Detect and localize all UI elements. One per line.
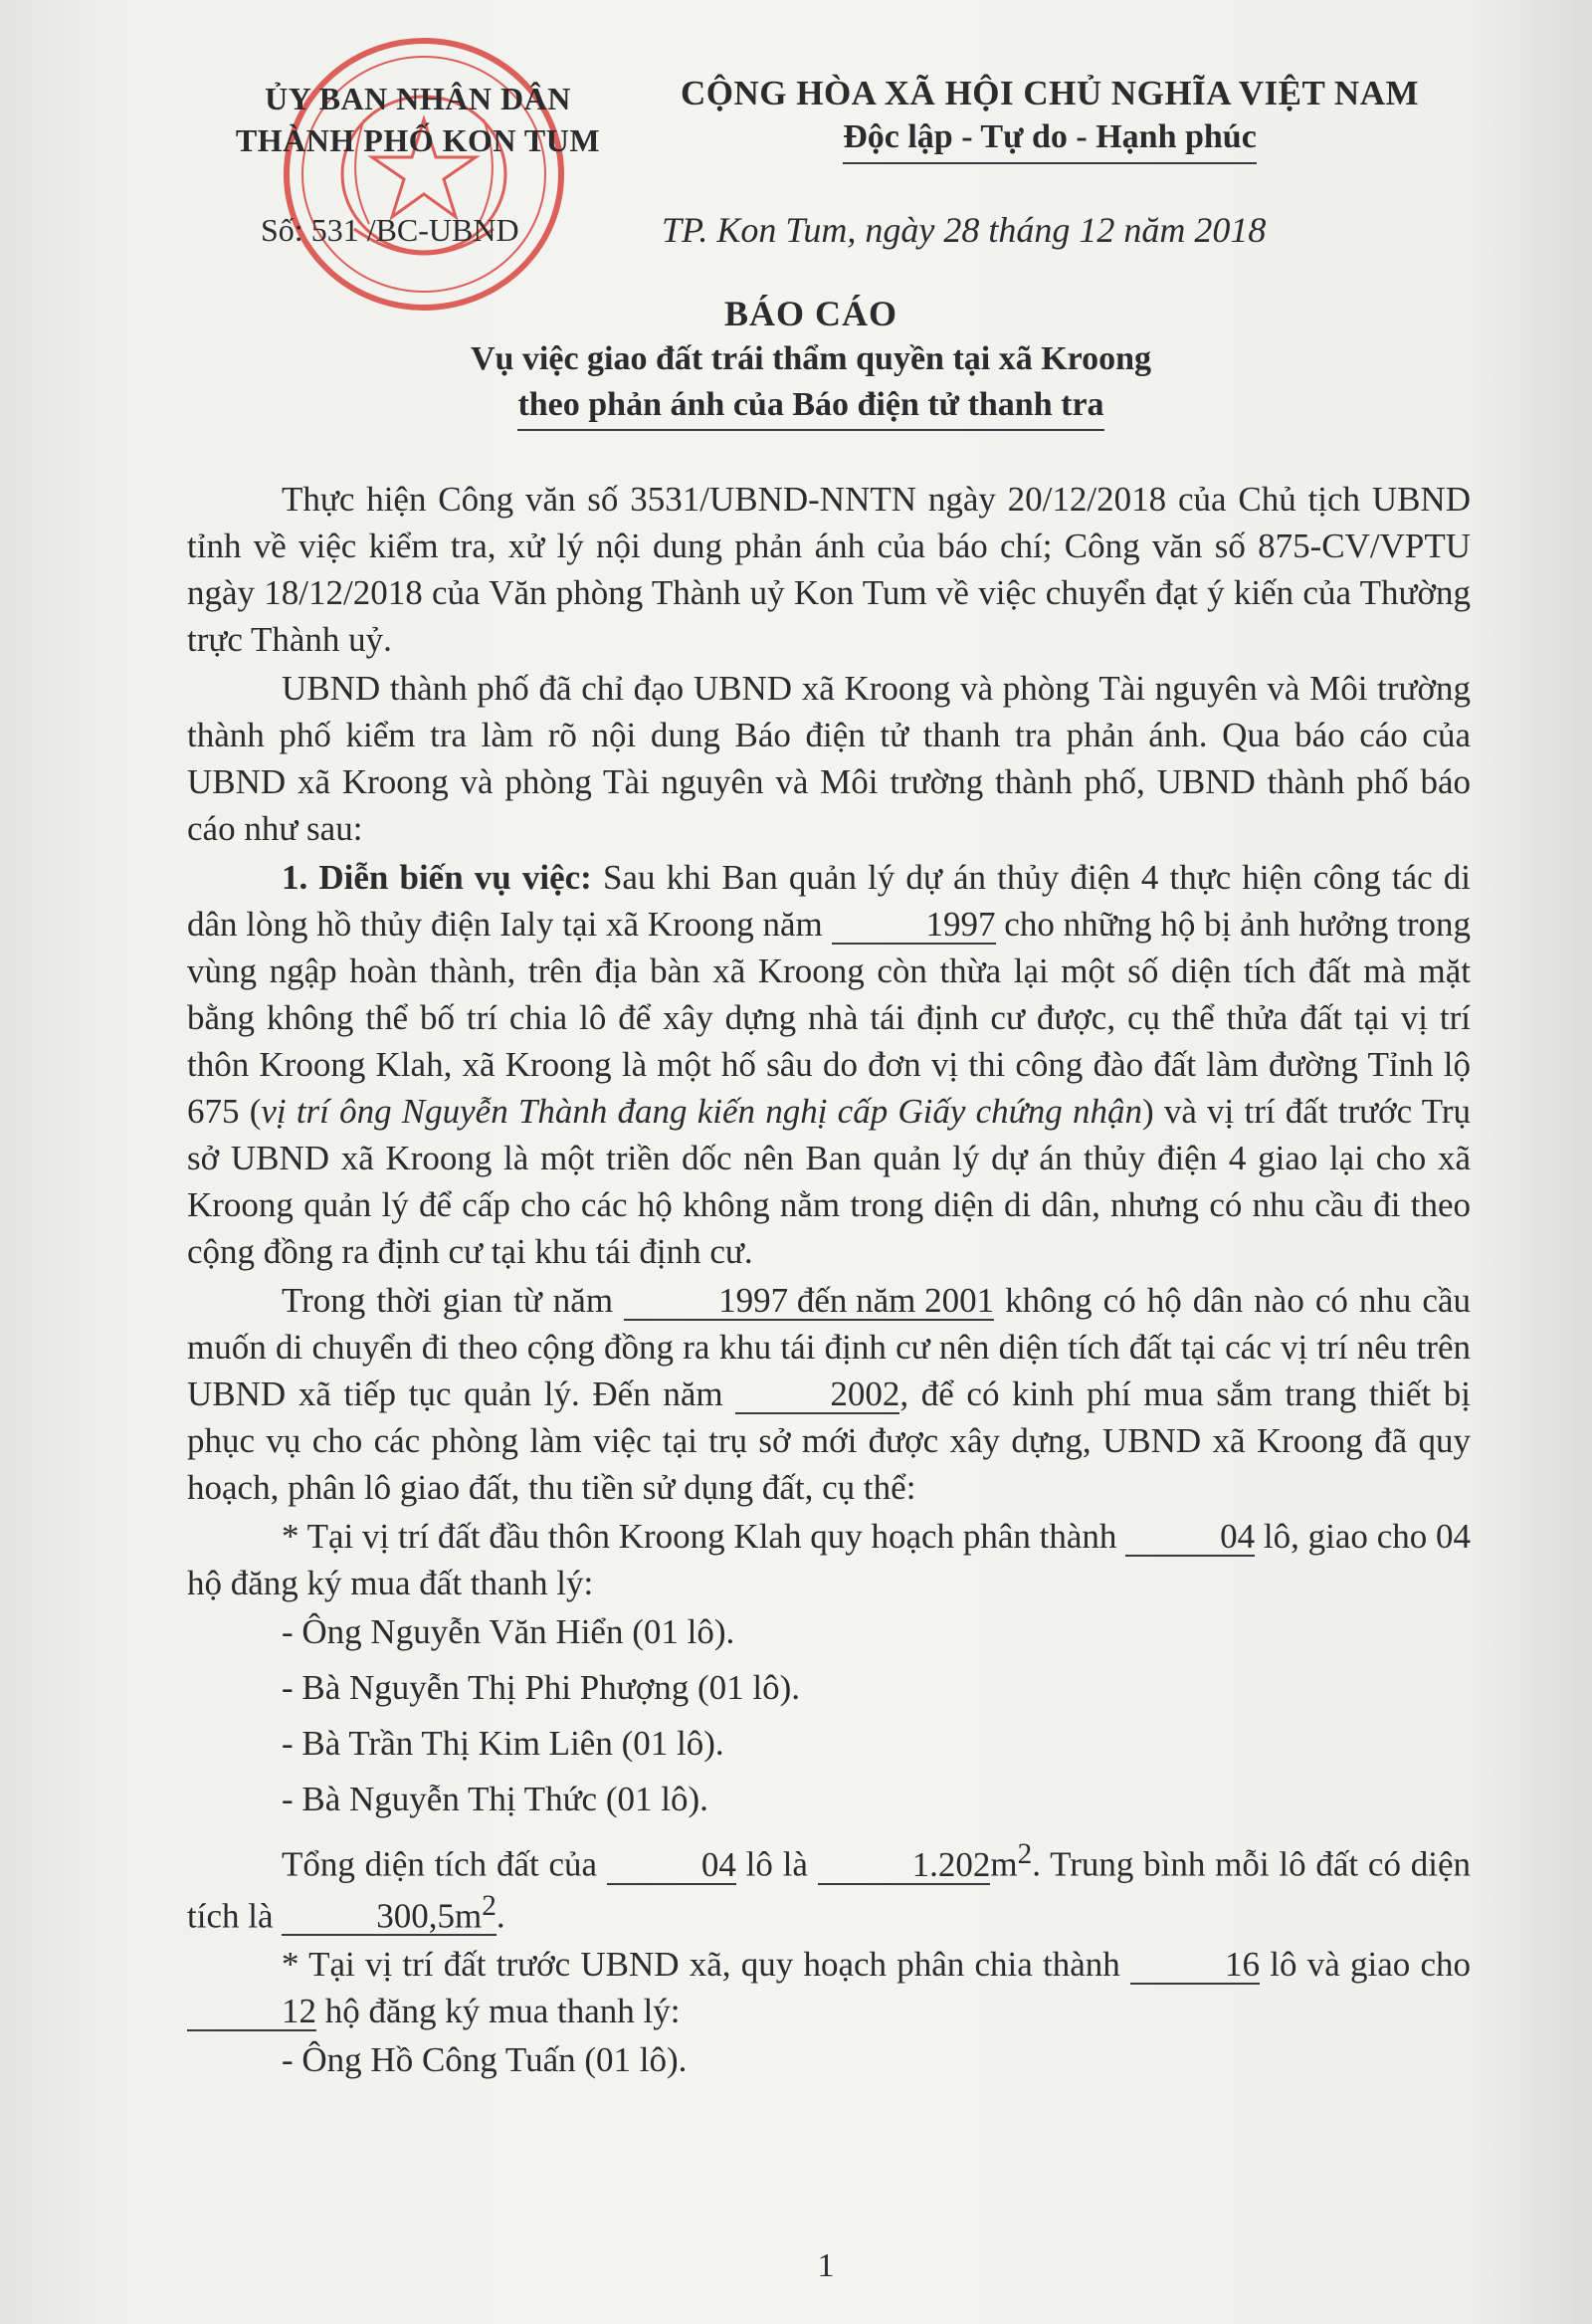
underlined-lot-count-16: 16	[1130, 1947, 1260, 1985]
paragraph-5	[187, 1513, 1471, 1606]
underlined-lot-count-2: 04	[607, 1847, 736, 1885]
national-motto: Độc lập - Tự do - Hạnh phúc	[843, 115, 1257, 164]
official-seal	[275, 30, 573, 318]
underlined-average-area	[282, 1888, 497, 1937]
underlined-household-count: 12	[187, 1994, 316, 2031]
paragraph-4-text-c: , để có kinh phí mua sắm trang thiết bị phục vụ cho các phòng làm việc tại trụ sở mới được xây dựng, UBND xã Kroong đã quy hoạch, phân lô giao đất, thu tiền sử dụng đất, cụ thể:	[187, 1374, 1471, 1507]
report-title	[298, 291, 1323, 431]
paragraph-5-text-b: lô, giao cho 04 hộ đăng ký mua đất thanh lý:	[187, 1517, 1471, 1602]
paragraph-4-text-a: Trong thời gian từ năm	[282, 1281, 625, 1320]
issuer-name-line1: ỦY BAN NHÂN DÂN	[265, 81, 571, 116]
paragraph-2: UBND thành phố đã chỉ đạo UBND xã Kroong và phòng Tài nguyên và Môi trường thành phố kiểm tra làm rõ nội dung Báo điện tử thanh tra phản ánh. Qua báo cáo của UBND xã Kroong và phòng Tài nguyên và Môi trường thành phố, UBND thành phố báo cáo như sau:	[187, 669, 1471, 848]
paragraph-4-text-b: không có hộ dân nào có nhu cầu muốn di chuyển đi theo cộng đồng ra khu tái định cư nên diện tích đất tại các vị trí nêu trên UBND xã tiếp tục quản lý. Đến năm	[187, 1281, 1471, 1413]
list-item: - Ông Nguyễn Văn Hiển (01 lô).	[282, 1612, 735, 1651]
paragraph-3-text-c: ) và vị trí đất trước Trụ sở UBND xã Kroong là một triền dốc nên Ban quản lý dự án thủy điện 4 giao lại cho xã Kroong quản lý để cấp cho các hộ không nằm trong diện di dân, nhưng có nhu cầu đi theo cộng đồng ra định cư tại khu tái định cư.	[187, 1092, 1472, 1271]
paragraph-5-text-a: * Tại vị trí đất đầu thôn Kroong Klah quy hoạch phân thành	[282, 1517, 1126, 1556]
issuer-name-line2: THÀNH PHỐ KON TUM	[235, 122, 601, 158]
paragraph-1: Thực hiện Công văn số 3531/UBND-NNTN ngày 20/12/2018 của Chủ tịch UBND tỉnh về việc kiểm tra, xử lý nội dung phản ánh của báo chí; Công văn số 875-CV/VPTU ngày 18/12/2018 của Văn phòng Thành uỷ Kon Tum về việc chuyển đạt ý kiến của Thường trực Thành uỷ.	[187, 480, 1471, 659]
underlined-lot-count: 04	[1125, 1519, 1255, 1557]
paragraph-3-italic: vị trí ông Nguyễn Thành đang kiến nghị cấp Giấy chứng nhận	[261, 1092, 1142, 1131]
paragraph-6	[187, 1831, 1471, 1939]
national-header	[657, 72, 1443, 164]
paragraph-7-text-a: * Tại vị trí đất trước UBND xã, quy hoạch phân chia thành	[282, 1945, 1131, 1985]
report-body	[187, 476, 1471, 2092]
paragraph-6-text-a: Tổng diện tích đất của	[282, 1844, 607, 1884]
list-item: - Bà Nguyễn Thị Thức (01 lô).	[282, 1780, 708, 1818]
underlined-year-2002: 2002	[735, 1376, 899, 1414]
report-title-line2: Vụ việc giao đất trái thẩm quyền tại xã Kroong	[470, 340, 1152, 377]
paragraph-3-text-a: Sau khi Ban quản lý dự án thủy điện 4 thực hiện công tác di dân lòng hồ thủy điện Ialy tại xã Kroong năm	[187, 858, 1471, 944]
paragraph-3-text-b: cho những hộ bị ảnh hưởng trong vùng ngập hoàn thành, trên địa bàn xã Kroong còn thừa lại một số diện tích đất mà mặt bằng không thể bố trí chia lô để xây dựng nhà tái định cư được, cụ thể thửa đất tại vị trí thôn Kroong Klah, xã Kroong là một hố sâu do đơn vị thi công đào đất làm đường Tỉnh lộ 675 (	[187, 905, 1471, 1131]
section-heading: 1. Diễn biến vụ việc:	[282, 858, 592, 897]
underlined-total-area: 1.202	[818, 1847, 991, 1885]
report-title-line1: BÁO CÁO	[723, 294, 897, 333]
paragraph-6-text-b: lô là	[735, 1844, 818, 1884]
paragraph-4	[187, 1277, 1471, 1511]
list-item: - Ông Hồ Công Tuấn (01 lô).	[282, 2040, 688, 2080]
paragraph-7	[187, 1941, 1471, 2034]
area-unit-superscript: 2	[1017, 1838, 1033, 1870]
document-number: Số: 531 /BC-UBND	[261, 212, 519, 248]
issuer-header	[189, 78, 647, 248]
report-title-line3	[298, 382, 1323, 431]
list-item: - Bà Trần Thị Kim Liên (01 lô).	[282, 1724, 724, 1763]
average-area-superscript: 2	[482, 1889, 497, 1922]
paragraph-7-text-c: hộ đăng ký mua thanh lý:	[316, 1992, 681, 2031]
dateline: TP. Kon Tum, ngày 28 tháng 12 năm 2018	[662, 210, 1267, 250]
underlined-period: 1997 đến năm 2001	[624, 1283, 994, 1321]
page-number: 1	[817, 2247, 835, 2284]
paragraph-7-text-b: lô và giao cho	[1260, 1945, 1471, 1985]
area-unit: m	[990, 1844, 1018, 1884]
paragraph-3	[187, 854, 1471, 1275]
underlined-year: 1997	[832, 907, 996, 945]
average-area-value: 300,5m	[376, 1896, 483, 1936]
report-title-line3-text: theo phản ánh của Báo điện tử thanh tra	[517, 382, 1103, 431]
paragraph-6-text-d: . Trung bình mỗi lô đất có diện tích là	[187, 1844, 1471, 1936]
paragraph-6-text-e: .	[496, 1896, 505, 1936]
list-item: - Bà Nguyễn Thị Phi Phượng (01 lô).	[282, 1668, 800, 1707]
national-title: CỘNG HÒA XÃ HỘI CHỦ NGHĨA VIỆT NAM	[680, 74, 1420, 112]
